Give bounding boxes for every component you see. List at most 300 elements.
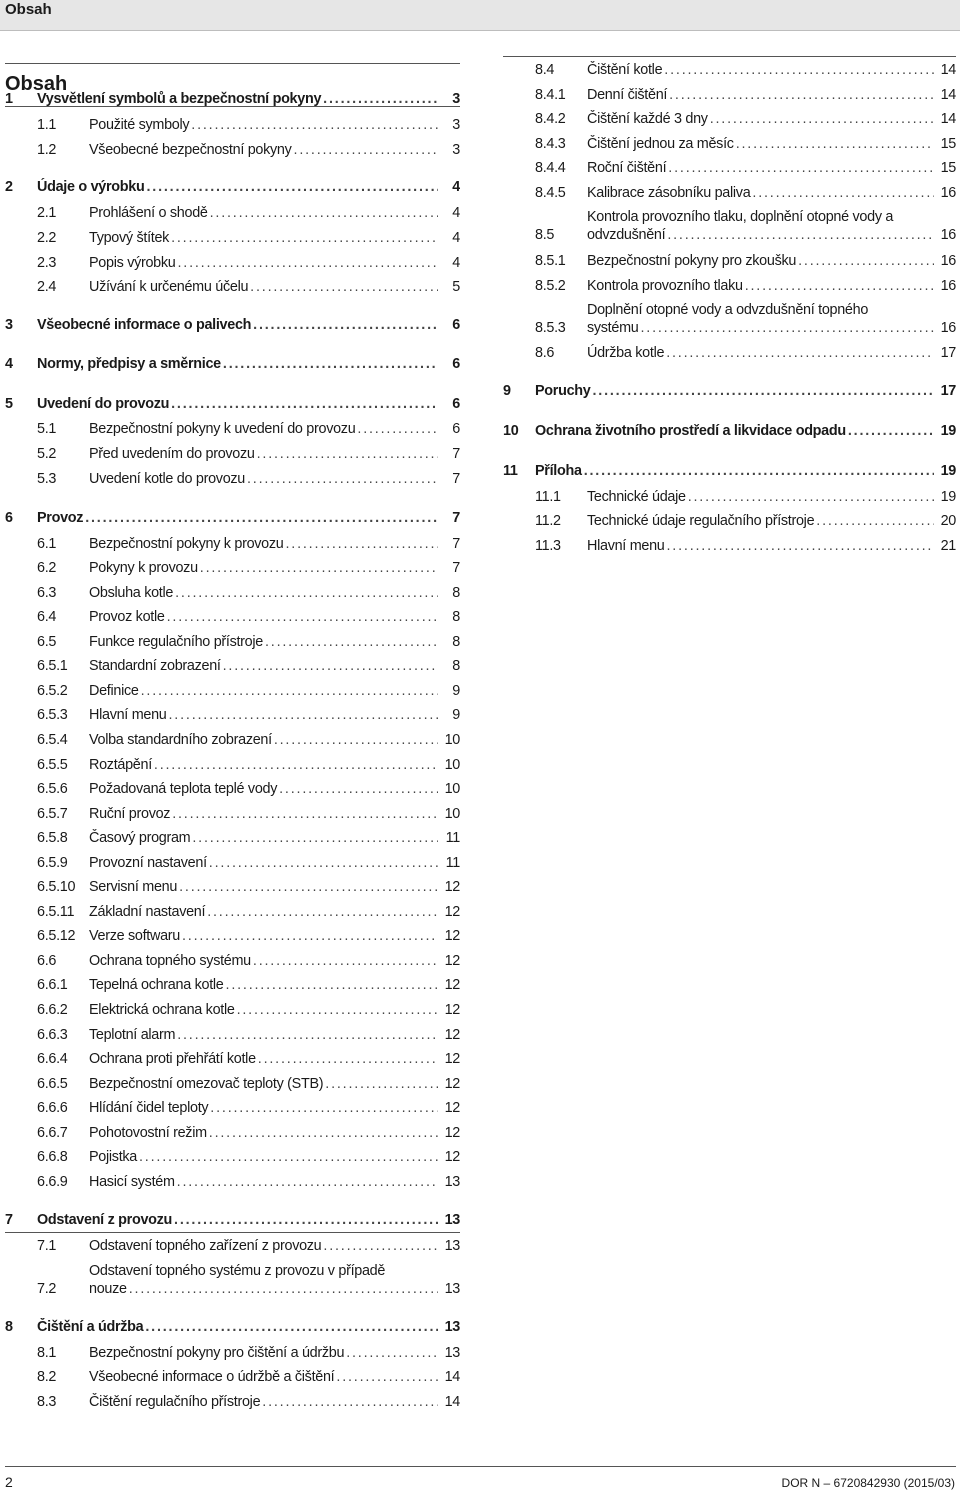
toc-entry[interactable] [503,344,956,362]
toc-leader-dots [258,1050,438,1068]
toc-entry-title: Časový program [89,830,191,846]
toc-leader-dots [85,509,438,527]
toc-leader-dots [139,1148,438,1166]
toc-entry-page: 4 [452,230,460,246]
toc-entry-title: Všeobecné bezpečnostní pokyny [89,142,292,158]
toc-entry-number: 6 [5,510,13,526]
toc-entry-number: 7.1 [37,1238,57,1254]
toc-entry-page: 3 [452,91,460,107]
toc-entry-title: Uvedení do provozu [37,396,170,412]
toc-entry-title: Obsluha kotle [89,585,174,601]
toc-leader-dots [177,254,438,272]
toc-entry-title: Elektrická ochrana kotle [89,1002,235,1018]
toc-entry-number: 8.5.3 [535,320,566,336]
toc-leader-dots [177,1173,438,1191]
toc-entry[interactable] [5,1026,460,1044]
toc-entry-page: 13 [444,1174,460,1190]
toc-leader-dots [688,488,934,506]
toc-entry-page: 12 [444,928,460,944]
toc-entry-number: 9 [503,383,511,399]
toc-entry-page: 6 [452,356,460,372]
toc-entry-number: 5.2 [37,446,57,462]
toc-entry-title: Hlavní menu [89,707,167,723]
toc-entry[interactable] [5,1148,460,1166]
toc-entry-number: 2 [5,179,13,195]
toc-entry-title: Pohotovostní režim [89,1125,207,1141]
toc-entry-title: Bezpečnostní pokyny k provozu [89,536,284,552]
toc-entry-title: Bezpečnostní pokyny pro čištění a údržbu [89,1345,345,1361]
toc-leader-dots [174,1211,438,1229]
toc-entry[interactable] [503,208,956,244]
toc-entry[interactable] [5,756,460,774]
toc-leader-dots [274,731,438,749]
toc-entry[interactable] [503,86,956,104]
toc-entry-number: 6.5 [37,634,57,650]
toc-entry[interactable] [5,278,460,296]
toc-entry-title: Tepelná ochrana kotle [89,977,224,993]
toc-entry[interactable] [5,927,460,945]
toc-entry[interactable] [5,1075,460,1093]
right-col-rule-top [503,56,956,57]
toc-entry-title: Bezpečnostní omezovač teploty (STB) [89,1076,324,1092]
toc-entry-page: 16 [940,278,956,294]
toc-entry-number: 4 [5,356,13,372]
toc-entry[interactable] [503,488,956,506]
toc-leader-dots [209,1124,438,1142]
toc-entry-title: Použité symboly [89,117,190,133]
toc-entry-title: Čištění regulačního přístroje [89,1394,261,1410]
toc-entry-number: 2.2 [37,230,57,246]
toc-entry-number: 8.4.1 [535,87,566,103]
footer-rule [5,1466,956,1467]
toc-leader-dots [294,141,438,159]
toc-entry-number: 6.6.7 [37,1125,68,1141]
toc-entry[interactable] [5,633,460,651]
toc-entry[interactable] [5,1124,460,1142]
toc-entry[interactable] [5,584,460,602]
toc-entry-title: Pokyny k provozu [89,560,198,576]
toc-leader-dots [247,470,438,488]
toc-entry-page: 12 [444,1100,460,1116]
toc-entry-title: Provoz [37,510,84,526]
toc-entry[interactable] [5,1001,460,1019]
toc-leader-dots [346,1344,438,1362]
toc-entry-number: 6.6.1 [37,977,68,993]
toc-entry-page: 10 [444,732,460,748]
toc-entry-title: Odstavení topného zařízení z provozu [89,1238,322,1254]
toc-entry[interactable] [503,537,956,555]
toc-entry-page: 12 [444,953,460,969]
toc-entry-page: 14 [444,1394,460,1410]
toc-entry-page: 12 [444,1027,460,1043]
toc-entry[interactable] [5,731,460,749]
toc-leader-dots [584,462,934,480]
toc-entry[interactable] [5,470,460,488]
toc-entry-body [587,208,956,244]
toc-entry-number: 6.6.8 [37,1149,68,1165]
toc-leader-dots [710,110,934,128]
toc-entry-title: Denní čištění [587,87,668,103]
toc-entry-title: Normy, předpisy a směrnice [37,356,221,372]
toc-entry-title: Servisní menu [89,879,178,895]
toc-entry-page: 12 [444,1076,460,1092]
toc-entry-title: Prohlášení o shodě [89,205,208,221]
toc-entry-number: 6.5.4 [37,732,68,748]
toc-leader-dots [146,178,438,196]
toc-entry-page: 15 [940,136,956,152]
toc-entry-number: 8.5 [535,227,555,243]
section-rule [5,1232,460,1233]
toc-entry-page: 14 [940,111,956,127]
toc-entry-page: 20 [940,513,956,529]
toc-entry-page: 19 [940,463,956,479]
toc-entry-page: 14 [940,87,956,103]
toc-entry[interactable] [5,976,460,994]
toc-entry[interactable] [5,509,460,527]
toc-leader-dots [209,854,438,872]
toc-entry[interactable] [503,252,956,270]
toc-entry-page: 17 [940,383,956,399]
toc-leader-dots [129,1280,438,1298]
toc-entry-page: 6 [452,396,460,412]
toc-entry-title: Hasicí systém [89,1174,175,1190]
toc-entry-title: Technické údaje regulačního přístroje [587,513,815,529]
toc-entry-page: 12 [444,1051,460,1067]
toc-entry-number: 6.5.7 [37,806,68,822]
toc-entry[interactable] [503,184,956,202]
toc-entry[interactable] [5,780,460,798]
toc-entry[interactable] [503,61,956,79]
toc-entry-title: Příloha [535,463,582,479]
toc-entry[interactable] [5,1393,460,1411]
toc-entry-page: 14 [940,62,956,78]
toc-leader-dots [253,316,438,334]
toc-entry-number: 8.1 [37,1345,57,1361]
toc-entry-title-cont [587,226,956,244]
toc-entry-title: Čištění jednou za měsíc [587,136,734,152]
toc-entry-title: Doplnění otopné vody a odvzdušnění topného [587,302,869,318]
toc-entry[interactable] [5,116,460,134]
toc-leader-dots [177,1026,438,1044]
toc-entry-page: 6 [452,317,460,333]
toc-entry-title: Čištění a údržba [37,1319,144,1335]
toc-leader-dots [210,1099,438,1117]
toc-entry-page: 16 [940,320,956,336]
toc-entry-number: 6.6.2 [37,1002,68,1018]
toc-entry-title-line2: nouze [89,1281,127,1297]
toc-entry-page: 12 [444,904,460,920]
toc-entry[interactable] [5,657,460,675]
toc-entry[interactable] [5,878,460,896]
toc-entry-title: Požadovaná teplota teplé vody [89,781,278,797]
page-header-bar [0,0,960,31]
toc-entry[interactable] [5,682,460,700]
toc-entry-page: 13 [444,1319,460,1335]
toc-entry-page: 7 [452,446,460,462]
toc-leader-dots [250,278,438,296]
toc-entry-number: 8.4.2 [535,111,566,127]
toc-entry-title: Pojistka [89,1149,137,1165]
toc-leader-dots [226,976,438,994]
toc-entry-number: 6.2 [37,560,57,576]
toc-entry[interactable] [5,229,460,247]
toc-entry-page: 19 [940,423,956,439]
toc-leader-dots [664,61,934,79]
toc-entry-number: 8.4.5 [535,185,566,201]
toc-entry-number: 1 [5,91,13,107]
toc-entry[interactable] [503,135,956,153]
toc-entry-page: 12 [444,1002,460,1018]
toc-entry[interactable] [5,1211,460,1229]
toc-leader-dots [223,657,438,675]
toc-entry[interactable] [503,422,956,440]
toc-leader-dots [736,135,934,153]
toc-entry[interactable] [5,355,460,373]
toc-leader-dots [816,512,934,530]
toc-entry-page: 12 [444,977,460,993]
toc-entry-number: 5 [5,396,13,412]
toc-entry-page: 4 [452,255,460,271]
toc-entry-title: Údržba kotle [587,345,665,361]
toc-entry-page: 7 [452,560,460,576]
toc-leader-dots [323,90,438,108]
toc-entry[interactable] [503,110,956,128]
toc-entry-number: 1.1 [37,117,57,133]
toc-entry-title: Odstavení topného systému z provozu v případě [89,1263,386,1279]
toc-leader-dots [145,1318,438,1336]
toc-entry-title: Kontrola provozního tlaku [587,278,743,294]
toc-entry-title: Kontrola provozního tlaku, doplnění otopné vody a [587,209,894,225]
toc-entry-page: 8 [452,634,460,650]
toc-entry-title: Před uvedením do provozu [89,446,255,462]
toc-entry[interactable] [5,805,460,823]
toc-entry[interactable] [5,254,460,272]
toc-entry[interactable] [5,445,460,463]
toc-entry[interactable] [5,178,460,196]
toc-entry-title: Údaje o výrobku [37,179,145,195]
toc-entry-page: 8 [452,658,460,674]
toc-leader-dots [752,184,934,202]
toc-entry[interactable] [5,1368,460,1386]
toc-entry-page: 14 [444,1369,460,1385]
toc-entry-page: 9 [452,683,460,699]
toc-entry-page: 7 [452,471,460,487]
toc-entry[interactable] [5,90,460,108]
toc-entry-title-cont [587,319,956,337]
toc-entry[interactable] [503,159,956,177]
toc-entry-number: 6.5.2 [37,683,68,699]
toc-entry-title: Bezpečnostní pokyny k uvedení do provozu [89,421,356,437]
toc-leader-dots [210,204,438,222]
toc-entry-page: 4 [452,205,460,221]
toc-entry-page: 12 [444,879,460,895]
toc-entry-number: 8 [5,1319,13,1335]
toc-entry-page: 3 [452,117,460,133]
toc-entry-title: Ochrana topného systému [89,953,251,969]
toc-entry-title: Definice [89,683,139,699]
toc-entry-page: 4 [452,179,460,195]
toc-entry-number: 8.2 [37,1369,57,1385]
toc-entry-page: 16 [940,227,956,243]
toc-entry[interactable] [5,535,460,553]
toc-entry[interactable] [503,277,956,295]
toc-entry-title: Základní nastavení [89,904,206,920]
toc-entry-title: Provozní nastavení [89,855,207,871]
toc-leader-dots [798,252,934,270]
toc-leader-dots [171,395,438,413]
toc-leader-dots [167,608,438,626]
toc-leader-dots [666,344,934,362]
toc-entry-page: 5 [452,279,460,295]
toc-entry[interactable] [5,952,460,970]
toc-entry-number: 6.6.9 [37,1174,68,1190]
toc-leader-dots [223,355,438,373]
toc-entry-number: 5.1 [37,421,57,437]
toc-entry-page: 10 [444,806,460,822]
toc-entry[interactable] [5,903,460,921]
doc-reference: DOR N – 6720842930 (2015/03) [781,1476,955,1490]
toc-leader-dots [667,537,935,555]
toc-entry-page: 13 [444,1345,460,1361]
toc-entry-number: 6.5.5 [37,757,68,773]
toc-entry-page: 3 [452,142,460,158]
toc-entry-number: 6.5.8 [37,830,68,846]
toc-entry[interactable] [5,559,460,577]
toc-leader-dots [169,706,439,724]
toc-entry-title: Poruchy [535,383,591,399]
toc-entry-number: 6.6.4 [37,1051,68,1067]
toc-entry-title: Vysvětlení symbolů a bezpečnostní pokyny [37,91,322,107]
toc-leader-dots [848,422,934,440]
toc-entry[interactable] [503,462,956,480]
toc-entry-number: 6.5.6 [37,781,68,797]
toc-leader-dots [192,829,438,847]
toc-entry-title: Čištění každé 3 dny [587,111,708,127]
toc-leader-dots [179,878,438,896]
toc-entry-page: 11 [445,830,460,846]
toc-entry[interactable] [5,1050,460,1068]
toc-leader-dots [323,1237,438,1255]
toc-leader-dots [357,420,438,438]
toc-leader-dots [285,535,438,553]
toc-entry-page: 13 [444,1238,460,1254]
toc-entry-page: 19 [940,489,956,505]
toc-entry[interactable] [5,316,460,334]
toc-entry-number: 11.1 [535,489,561,505]
toc-entry-title: Popis výrobku [89,255,176,271]
toc-entry-number: 2.1 [37,205,57,221]
toc-entry-body [587,301,956,337]
toc-entry[interactable] [5,1344,460,1362]
toc-entry-page: 7 [452,536,460,552]
toc-entry-title: Typový štítek [89,230,170,246]
toc-entry-page: 12 [444,1125,460,1141]
toc-entry[interactable] [5,854,460,872]
toc-leader-dots [171,229,438,247]
toc-entry-title: Všeobecné informace o údržbě a čištění [89,1369,335,1385]
toc-entry-title: Uvedení kotle do provozu [89,471,245,487]
toc-entry-title: Verze softwaru [89,928,180,944]
toc-leader-dots [640,319,934,337]
toc-entry-title: Ochrana životního prostředí a likvidace odpadu [535,423,846,439]
toc-entry-page: 16 [940,185,956,201]
toc-entry-title: Standardní zobrazení [89,658,221,674]
toc-entry[interactable] [5,204,460,222]
toc-leader-dots [191,116,438,134]
toc-entry-number: 10 [503,423,519,439]
toc-entry[interactable] [5,1237,460,1255]
toc-entry-title: Volba standardního zobrazení [89,732,272,748]
toc-entry-number: 6.5.3 [37,707,68,723]
toc-entry-number: 6.1 [37,536,57,552]
toc-leader-dots [592,382,934,400]
toc-entry[interactable] [5,608,460,626]
toc-entry[interactable] [5,141,460,159]
toc-entry[interactable] [5,1173,460,1191]
toc-leader-dots [262,1393,438,1411]
toc-entry-title: Ruční provoz [89,806,171,822]
toc-entry[interactable] [5,706,460,724]
toc-entry[interactable] [5,420,460,438]
toc-entry-number: 11.2 [535,513,561,529]
toc-entry-number: 8.5.2 [535,278,566,294]
toc-entry-number: 5.3 [37,471,57,487]
toc-entry-page: 6 [452,421,460,437]
toc-leader-dots [154,756,438,774]
toc-entry-number: 6.4 [37,609,57,625]
toc-entry-page: 13 [444,1212,460,1228]
toc-entry[interactable] [503,301,956,337]
toc-entry-number: 6.5.10 [37,879,76,895]
toc-entry-title-cont [89,1280,460,1298]
toc-entry-number: 7 [5,1212,13,1228]
toc-entry-title: Bezpečnostní pokyny pro zkoušku [587,253,797,269]
toc-entry-page: 7 [452,510,460,526]
toc-entry[interactable] [503,382,956,400]
toc-entry-number: 8.4 [535,62,555,78]
toc-entry[interactable] [503,512,956,530]
toc-entry-title: Hlídání čidel teploty [89,1100,209,1116]
toc-title: Obsah [5,73,68,95]
toc-entry-title: Teplotní alarm [89,1027,176,1043]
toc-entry[interactable] [5,1099,460,1117]
toc-entry-number: 11.3 [535,538,561,554]
toc-entry[interactable] [5,1262,460,1298]
toc-entry-number: 6.6.3 [37,1027,68,1043]
toc-leader-dots [207,903,438,921]
toc-entry-body [89,1262,460,1298]
toc-entry[interactable] [5,829,460,847]
toc-entry-number: 7.2 [37,1281,57,1297]
toc-entry-number: 8.4.3 [535,136,566,152]
toc-entry-page: 13 [444,1281,460,1297]
toc-entry-title: Všeobecné informace o palivech [37,317,252,333]
toc-entry-number: 2.4 [37,279,57,295]
toc-entry-title-line2: systému [587,320,639,336]
toc-entry-title: Roční čištění [587,160,667,176]
toc-entry-page: 15 [940,160,956,176]
toc-leader-dots [669,86,934,104]
toc-entry[interactable] [5,1318,460,1336]
toc-entry-title: Funkce regulačního přístroje [89,634,263,650]
toc-leader-dots [200,559,438,577]
toc-leader-dots [172,805,438,823]
toc-entry[interactable] [5,395,460,413]
toc-entry-title-line2: odvzdušnění [587,227,666,243]
toc-leader-dots [257,445,438,463]
toc-entry-number: 1.2 [37,142,57,158]
toc-entry-number: 6.5.12 [37,928,76,944]
